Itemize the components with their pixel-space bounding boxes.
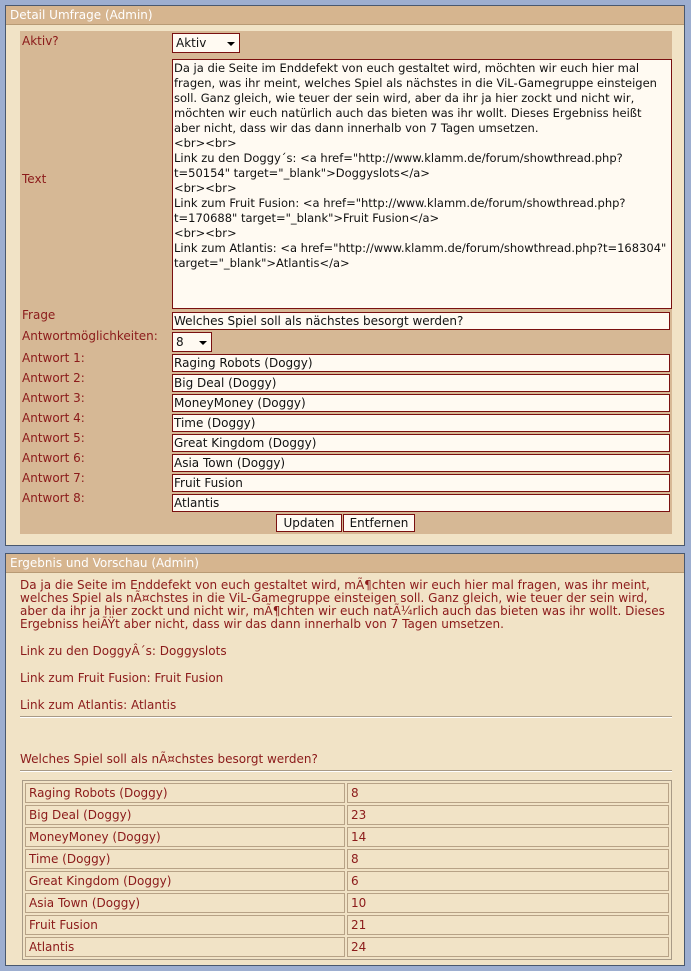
result-name: Time (Doggy) [25, 849, 345, 869]
result-name: Fruit Fusion [25, 915, 345, 935]
answer-3-label: Antwort 3: [22, 391, 85, 405]
active-select[interactable] [172, 33, 240, 53]
answer-8-label: Antwort 8: [22, 491, 85, 505]
result-name: Great Kingdom (Doggy) [25, 871, 345, 891]
answer-5-label: Antwort 5: [22, 431, 85, 445]
chevron-down-icon [227, 42, 235, 46]
poll-detail-title: Detail Umfrage (Admin) [6, 6, 684, 25]
result-name: MoneyMoney (Doggy) [25, 827, 345, 847]
preview-question: Welches Spiel soll als nÃ¤chstes besorgt werden? [20, 752, 318, 766]
table-row [25, 805, 669, 825]
question-label: Frage [22, 308, 56, 322]
preview-body [20, 579, 674, 712]
poll-form [20, 31, 672, 534]
active-select-value: Aktiv [176, 36, 207, 50]
preview-link-atlantis [20, 699, 674, 712]
result-votes: 10 [347, 893, 669, 913]
preview-intro: Da ja die Seite im Enddefekt von euch gestaltet wird, mÃ¶chten wir euch hier mal fragen, was ihr meint, welches Spiel als nÃ¤chstes in die ViL-Gamegruppe einsteigen soll. Ganz gleich, wie teuer der sein wird, aber da ihr ja hier zockt und nicht wir, mÃ¶chten wir euch natÃ¼rlich auch das bieten was ihr wollt. Dieses Ergebniss heiÃŸt aber nicht, dass wir das dann innerhalb von 7 Tagen umsetzen. [20, 578, 665, 631]
answer-3-input[interactable]: MoneyMoney (Doggy) [172, 394, 670, 412]
result-name: Raging Robots (Doggy) [25, 783, 345, 803]
poll-result-title: Ergebnis und Vorschau (Admin) [6, 554, 684, 573]
result-votes: 14 [347, 827, 669, 847]
link-fruit-prefix: Link zum Fruit Fusion: [20, 671, 155, 685]
result-votes: 8 [347, 849, 669, 869]
answer-1-input[interactable]: Raging Robots (Doggy) [172, 354, 670, 372]
answer-6-label: Antwort 6: [22, 451, 85, 465]
divider [20, 770, 672, 772]
answer-4-input[interactable]: Time (Doggy) [172, 414, 670, 432]
table-row [25, 827, 669, 847]
text-textarea[interactable]: Da ja die Seite im Enddefekt von euch gestaltet wird, möchten wir euch hier mal fragen, was ihr meint, welches Spiel als nächstes in die ViL-Gamegruppe einsteigen soll. Ganz gleich, wie teuer der sein wird, aber da ihr ja hier zockt und nicht wir, möchten wir euch natürlich auch das bieten was ihr wollt. Dieses Ergebniss heißt aber nicht, dass wir das dann innerhalb von 7 Tagen umsetzen. <br><br> Link zu den Doggy´s: <a href="http://www.klamm.de/forum/showthread.php?t=50154" target="_blank">Doggyslots</a> <br><br> Link zum Fruit Fusion: <a href="http://www.klamm.de/forum/showthread.php?t=170688" target="_blank">Fruit Fusion</a> <br><br> Link zum Atlantis: <a href="http://www.klamm.de/forum/showthread.php?t=168304" target="_blank">Atlantis</a> [172, 59, 672, 309]
result-name: Atlantis [25, 937, 345, 957]
result-name: Asia Town (Doggy) [25, 893, 345, 913]
answer-2-input[interactable]: Big Deal (Doggy) [172, 374, 670, 392]
table-row [25, 937, 669, 957]
answer-8-input[interactable]: Atlantis [172, 494, 670, 512]
results-table [22, 780, 672, 960]
answer-count-select[interactable] [172, 332, 212, 352]
poll-detail-panel [5, 5, 685, 546]
remove-button[interactable]: Entfernen [343, 514, 415, 532]
table-row [25, 915, 669, 935]
result-votes: 21 [347, 915, 669, 935]
link-atlantis-prefix: Link zum Atlantis: [20, 698, 131, 712]
result-votes: 24 [347, 937, 669, 957]
result-votes: 8 [347, 783, 669, 803]
answer-1-label: Antwort 1: [22, 351, 85, 365]
result-name: Big Deal (Doggy) [25, 805, 345, 825]
answer-4-label: Antwort 4: [22, 411, 85, 425]
answer-7-input[interactable]: Fruit Fusion [172, 474, 670, 492]
poll-result-panel [5, 553, 685, 966]
table-row [25, 871, 669, 891]
chevron-down-icon [199, 341, 207, 345]
result-votes: 23 [347, 805, 669, 825]
update-button[interactable]: Updaten [276, 514, 342, 532]
answer-5-input[interactable]: Great Kingdom (Doggy) [172, 434, 670, 452]
preview-link-fruit [20, 672, 674, 685]
preview-link-doggy [20, 645, 674, 658]
table-row [25, 783, 669, 803]
result-votes: 6 [347, 871, 669, 891]
answer-count-value: 8 [176, 335, 184, 349]
question-input[interactable]: Welches Spiel soll als nächstes besorgt werden? [172, 312, 670, 330]
link-doggy-prefix: Link zu den DoggyÂ´s: [20, 644, 160, 658]
link-atlantis[interactable]: Atlantis [130, 698, 177, 712]
link-doggyslots[interactable]: Doggyslots [159, 644, 227, 658]
answer-6-input[interactable]: Asia Town (Doggy) [172, 454, 670, 472]
answer-2-label: Antwort 2: [22, 371, 85, 385]
answer-count-label: Antwortmöglichkeiten: [22, 329, 158, 343]
divider [20, 716, 672, 718]
text-label: Text [22, 172, 47, 186]
answer-7-label: Antwort 7: [22, 471, 85, 485]
table-row [25, 893, 669, 913]
active-label: Aktiv? [22, 34, 59, 48]
table-row [25, 849, 669, 869]
link-fruit-fusion[interactable]: Fruit Fusion [154, 671, 224, 685]
